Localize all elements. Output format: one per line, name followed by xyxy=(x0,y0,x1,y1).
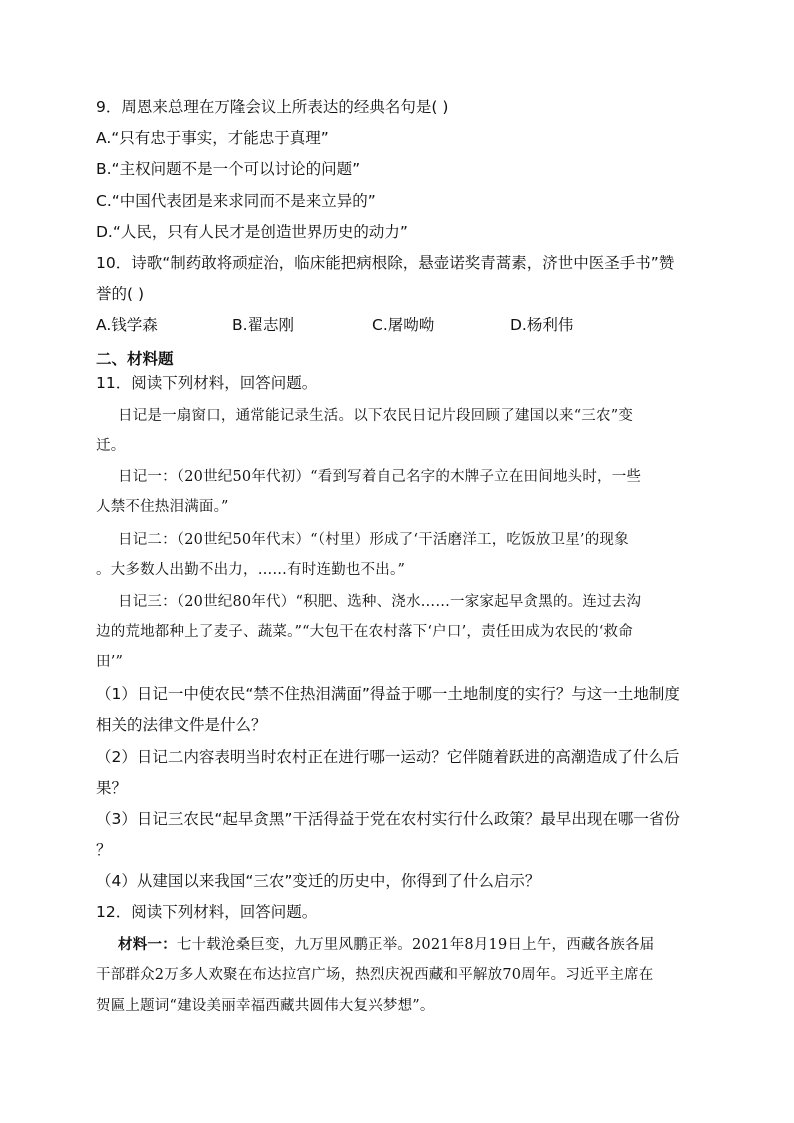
question-10-option-a: A.钱学森 xyxy=(96,316,158,334)
section-heading: 二、材料题 xyxy=(96,350,174,368)
question-10-option-b: B.翟志刚 xyxy=(232,316,295,334)
material-1-line-1-text: 七十载沧桑巨变，九万里风鹏正举。2021年8月19日上午，西藏各族各届 xyxy=(176,937,655,953)
question-10-option-c: C.屠呦呦 xyxy=(372,316,435,334)
question-11-stem: 11．阅读下列材料，回答问题。 xyxy=(96,374,318,392)
q11-sub-1-line-1: （1）日记一中使农民“禁不住热泪满面”得益于哪一土地制度的实行？与这一土地制度 xyxy=(96,685,680,703)
diary-3-line-3: 田’” xyxy=(96,654,124,670)
q11-sub-1-line-2: 相关的法律文件是什么？ xyxy=(96,716,267,734)
diary-1-line-2: 人禁不住热泪满面。” xyxy=(96,499,229,515)
q11-sub-3-line-2: ？ xyxy=(96,841,112,859)
diary-2-line-2: 。大多数人出勤不出力，……有时连勤也不出。” xyxy=(96,562,406,578)
diary-1-line-1: 日记一：（20世纪50年代初）“看到写着自己名字的木牌子立在田间地头时，一些 xyxy=(118,469,642,485)
question-10-option-d: D.杨利伟 xyxy=(510,316,574,334)
q11-sub-4: （4）从建国以来我国“三农”变迁的历史中，你得到了什么启示？ xyxy=(96,872,541,890)
question-9-option-d: D.“人民，只有人民才是创造世界历史的动力” xyxy=(96,223,408,241)
question-12-stem: 12．阅读下列材料，回答问题。 xyxy=(96,903,318,921)
question-10-stem-line-1: 10．诗歌“制药敢将顽症治，临床能把病根除，悬壶诺奖青蒿素，济世中医圣手书”赞 xyxy=(96,254,675,272)
question-9-option-b: B.“主权问题不是一个可以讨论的问题” xyxy=(96,160,361,178)
q11-intro-line-1: 日记是一扇窗口，通常能记录生活。以下农民日记片段回顾了建国以来“三农”变 xyxy=(118,408,634,424)
material-1-line-3: 贺匾上题词“建设美丽幸福西藏共圆伟大复兴梦想”。 xyxy=(96,998,435,1014)
material-1-line-1 xyxy=(118,934,654,956)
material-1-label: 材料一： xyxy=(118,936,177,953)
question-9-option-a: A.“只有忠于事实，才能忠于真理” xyxy=(96,129,329,147)
q11-sub-3-line-1: （3）日记三农民“起早贪黑”干活得益于党在农村实行什么政策？最早出现在哪一省份 xyxy=(96,810,680,828)
diary-3-line-2: 边的荒地都种上了麦子、蔬菜。”“大包干在农村落下‘户口’，责任田成为农民的‘救命 xyxy=(96,624,633,640)
question-9-stem: 9．周恩来总理在万隆会议上所表达的经典名句是( ) xyxy=(96,98,449,116)
q11-sub-2-line-1: （2）日记二内容表明当时农村正在进行哪一运动？它伴随着跃进的高潮造成了什么后 xyxy=(96,748,680,766)
question-10-stem-line-2: 誉的( ) xyxy=(96,285,145,303)
diary-3-line-1: 日记三：（20世纪80年代）“积肥、选种、浇水……一家家起早贪黑的。连过去沟 xyxy=(118,594,642,610)
q11-intro-line-2: 迁。 xyxy=(96,438,126,454)
material-1-line-2: 干部群众2万多人欢聚在布达拉宫广场，热烈庆祝西藏和平解放70周年。习近平主席在 xyxy=(96,967,654,983)
question-9-option-c: C.“中国代表团是来求同而不是来立异的” xyxy=(96,192,376,210)
diary-2-line-1: 日记二：（20世纪50年代末）“（村里）形成了‘干活磨洋工，吃饭放卫星’的现象 xyxy=(118,532,629,548)
q11-sub-2-line-2: 果？ xyxy=(96,779,128,797)
